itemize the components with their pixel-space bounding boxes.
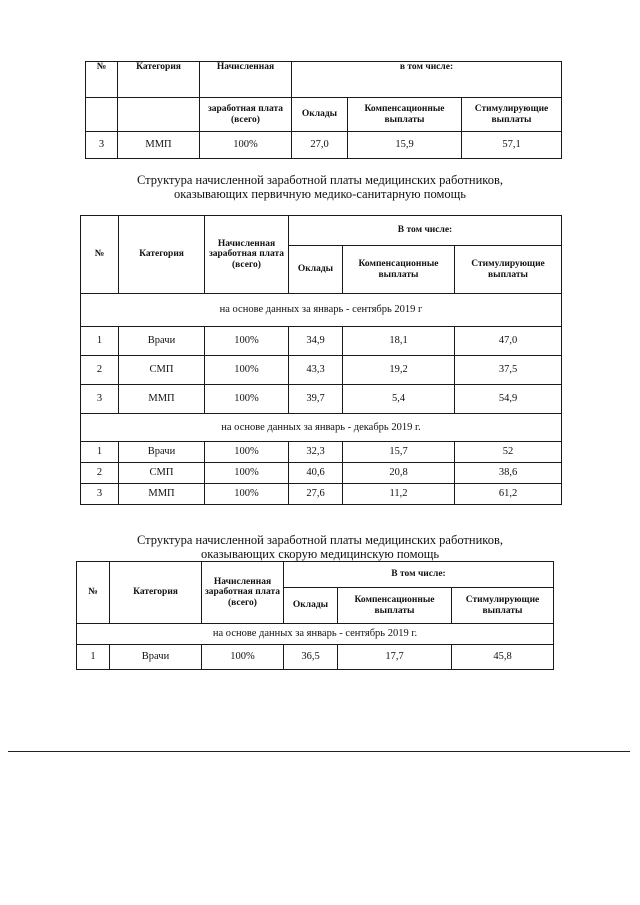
header-incentive: Стимулирующие выплаты [462,98,562,132]
cell-total: 100% [200,132,292,159]
cell-num: 3 [86,132,118,159]
cell-salaries: 34,9 [289,327,343,356]
table-row [81,463,562,484]
header-including: В том числе: [284,562,554,588]
cell-total: 100% [205,442,289,463]
cell-compensation: 15,7 [343,442,455,463]
cell-incentive: 54,9 [455,385,562,414]
header-compensation: Компенсационные выплаты [348,98,462,132]
header-num: № [81,216,119,294]
caption-line-1: Структура начисленной заработной платы медицинских работников, [137,533,503,547]
cell-num: 3 [81,385,119,414]
cell-compensation: 20,8 [343,463,455,484]
table-row [86,132,562,159]
cell-num: 3 [81,484,119,505]
header-charged: Начисленная заработная плата (всего) [202,562,284,624]
table-1-continuation [85,61,562,159]
header-num-cont [86,98,118,132]
cell-num: 1 [81,327,119,356]
cell-category: Врачи [110,645,202,670]
header-including: в том числе: [292,62,562,98]
cell-total: 100% [205,385,289,414]
caption-line-1: Структура начисленной заработной платы медицинских работников, [137,173,503,187]
section-jan-dec: на основе данных за январь - декабрь 2019 г. [81,414,562,442]
cell-category: ММП [119,484,205,505]
cell-compensation: 17,7 [338,645,452,670]
cell-salaries: 43,3 [289,356,343,385]
table-row [81,327,562,356]
header-num: № [77,562,110,624]
caption-emergency-care [0,533,640,561]
table-row [77,645,554,670]
header-incentive: Стимулирующие выплаты [455,246,562,294]
section-jan-sep: на основе данных за январь - сентябрь 2019 г. [77,624,554,645]
cell-compensation: 19,2 [343,356,455,385]
header-salaries: Оклады [289,246,343,294]
table-row [81,442,562,463]
cell-incentive: 47,0 [455,327,562,356]
header-salaries: Оклады [292,98,348,132]
cell-num: 2 [81,356,119,385]
table-row [81,356,562,385]
cell-category: СМП [119,356,205,385]
cell-compensation: 15,9 [348,132,462,159]
cell-incentive: 52 [455,442,562,463]
header-including: В том числе: [289,216,562,246]
cell-total: 100% [202,645,284,670]
header-category: Категория [118,62,200,98]
caption-line-2: оказывающих скорую медицинскую помощь [200,547,440,561]
header-charged-top: Начисленная [200,62,292,98]
caption-line-2: оказывающих первичную медико-санитарную помощь [174,187,466,201]
cell-incentive: 57,1 [462,132,562,159]
header-category: Категория [110,562,202,624]
cell-salaries: 27,0 [292,132,348,159]
cell-salaries: 39,7 [289,385,343,414]
header-compensation: Компенсационные выплаты [338,588,452,624]
cell-compensation: 5,4 [343,385,455,414]
table-row [81,484,562,505]
header-salaries: Оклады [284,588,338,624]
header-incentive: Стимулирующие выплаты [452,588,554,624]
table-row [81,385,562,414]
table-emergency-care [76,561,554,670]
cell-category: Врачи [119,442,205,463]
header-charged-bottom: заработная плата (всего) [200,98,292,132]
cell-incentive: 38,6 [455,463,562,484]
cell-category: Врачи [119,327,205,356]
header-compensation: Компенсационные выплаты [343,246,455,294]
cell-category: ММП [119,385,205,414]
cell-salaries: 27,6 [289,484,343,505]
cell-num: 1 [81,442,119,463]
cell-category: СМП [119,463,205,484]
cell-total: 100% [205,327,289,356]
cell-num: 1 [77,645,110,670]
page-divider [8,751,630,752]
header-category: Категория [119,216,205,294]
cell-incentive: 45,8 [452,645,554,670]
cell-salaries: 32,3 [289,442,343,463]
header-category-cont [118,98,200,132]
cell-total: 100% [205,484,289,505]
section-jan-sep: на основе данных за январь - сентябрь 2019 г [81,294,562,327]
cell-incentive: 37,5 [455,356,562,385]
cell-total: 100% [205,463,289,484]
cell-compensation: 18,1 [343,327,455,356]
cell-num: 2 [81,463,119,484]
cell-incentive: 61,2 [455,484,562,505]
caption-primary-care [0,173,640,201]
cell-category: ММП [118,132,200,159]
cell-salaries: 36,5 [284,645,338,670]
header-charged: Начисленная заработная плата (всего) [205,216,289,294]
cell-salaries: 40,6 [289,463,343,484]
header-num: № [86,62,118,98]
cell-compensation: 11,2 [343,484,455,505]
table-primary-care [80,215,562,505]
cell-total: 100% [205,356,289,385]
